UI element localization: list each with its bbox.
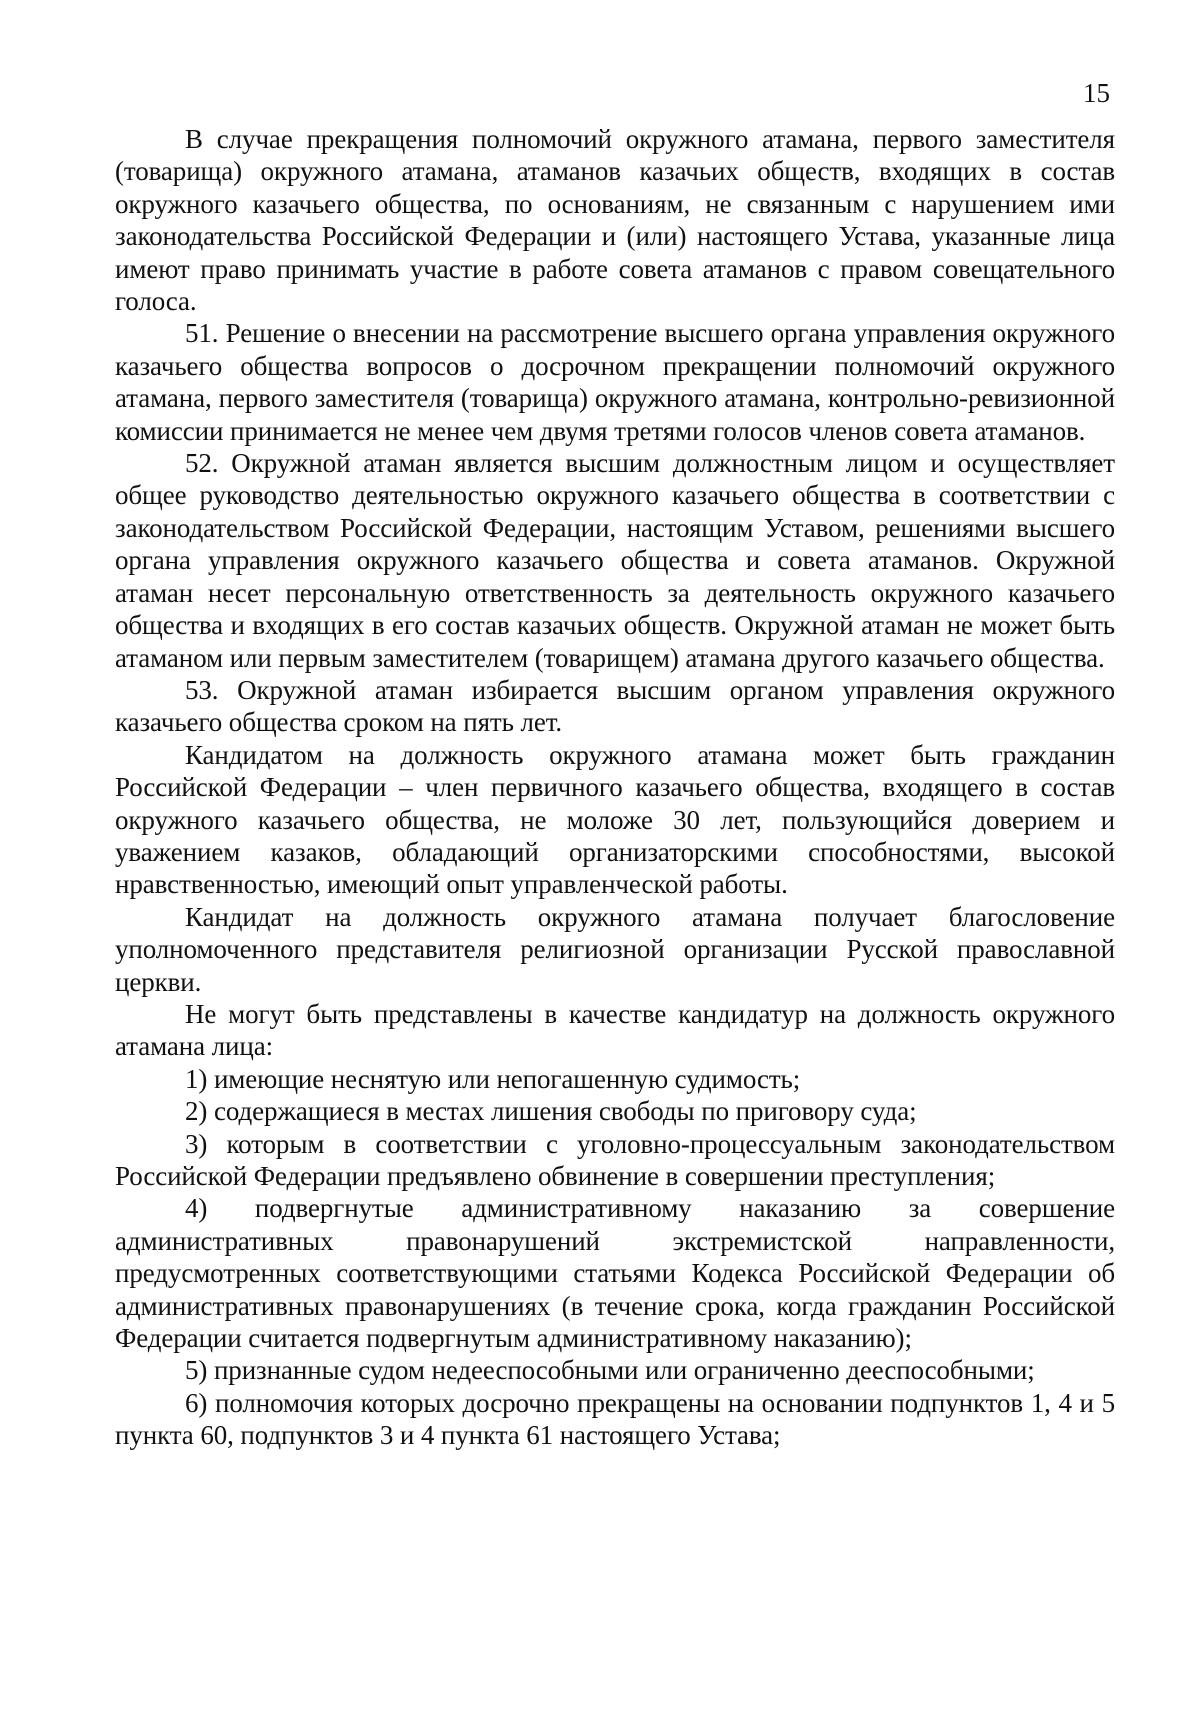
list-item-1: 1) имеющие неснятую или непогашенную судимость; bbox=[185, 1063, 801, 1094]
list-item-4: 4) подвергнутые административному наказанию за совершение административных правонарушений экстремистской направленности, предусмотренных соответствующими статьями Кодекса Российской Федерации об административных правонарушениях (в течение срока, когда гражданин Российской Федерации считается подвергнутым административному наказанию); bbox=[115, 1193, 1115, 1354]
list-item-6: 6) полномочия которых досрочно прекращены на основании подпунктов 1, 4 и 5 пункта 60, подпунктов 3 и 4 пункта 61 настоящего Устава; bbox=[115, 1387, 1115, 1451]
paragraph-atamans-council-participation: В случае прекращения полномочий окружного атамана, первого заместителя (товарища) окружного атамана, атаманов казачьих обществ, входящих в состав окружного казачьего общества, по основаниям, не связанным с нарушением ими законодательства Российской Федерации и (или) настоящего Устава, указанные лица имеют право принимать участие в работе совета атаманов с правом совещательного голоса. bbox=[115, 124, 1115, 317]
page-number: 15 bbox=[1083, 78, 1110, 108]
list-item-2: 2) содержащиеся в местах лишения свободы по приговору суда; bbox=[185, 1096, 917, 1127]
document-body bbox=[115, 123, 1115, 1452]
list-item-3: 3) которым в соответствии с уголовно-процессуальным законодательством Российской Федерации предъявлено обвинение в совершении преступления; bbox=[115, 1128, 1115, 1191]
paragraph-item-53: 53. Окружной атаман избирается высшим органом управления окружного казачьего общества сроком на пять лет. bbox=[115, 674, 1115, 738]
paragraph-item-52: 52. Окружной атаман является высшим должностным лицом и осуществляет общее руководство деятельностью окружного казачьего общества в соответствии с законодательством Российской Федерации, настоящим Уставом, решениями высшего органа управления окружного казачьего общества и совета атаманов. Окружной атаман несет персональную ответственность за деятельность окружного казачьего общества и входящих в его состав казачьих обществ. Окружной атаман не может быть атаманом или первым заместителем (товарищем) атамана другого казачьего общества. bbox=[115, 448, 1115, 673]
paragraph-item-51: 51. Решение о внесении на рассмотрение высшего органа управления окружного казачьего общества вопросов о досрочном прекращении полномочий окружного атамана, первого заместителя (товарища) окружного атамана, контрольно-ревизионной комиссии принимается не менее чем двумя третями голосов членов совета атаманов. bbox=[115, 318, 1115, 446]
paragraph-candidate-requirements: Кандидатом на должность окружного атамана может быть гражданин Российской Федерации – член первичного казачьего общества, входящего в состав окружного казачьего общества, не моложе 30 лет, пользующийся доверием и уважением казаков, обладающий организаторскими способностями, высокой нравственностью, имеющий опыт управленческой работы. bbox=[115, 739, 1115, 900]
list-item-5: 5) признанные судом недееспособными или ограниченно дееспособными; bbox=[185, 1355, 1035, 1386]
paragraph-candidate-blessing: Кандидат на должность окружного атамана получает благословение уполномоченного представителя религиозной организации Русской православной церкви. bbox=[115, 901, 1115, 997]
paragraph-ineligible-candidates-intro: Не могут быть представлены в качестве кандидатур на должность окружного атамана лица: bbox=[115, 998, 1115, 1062]
